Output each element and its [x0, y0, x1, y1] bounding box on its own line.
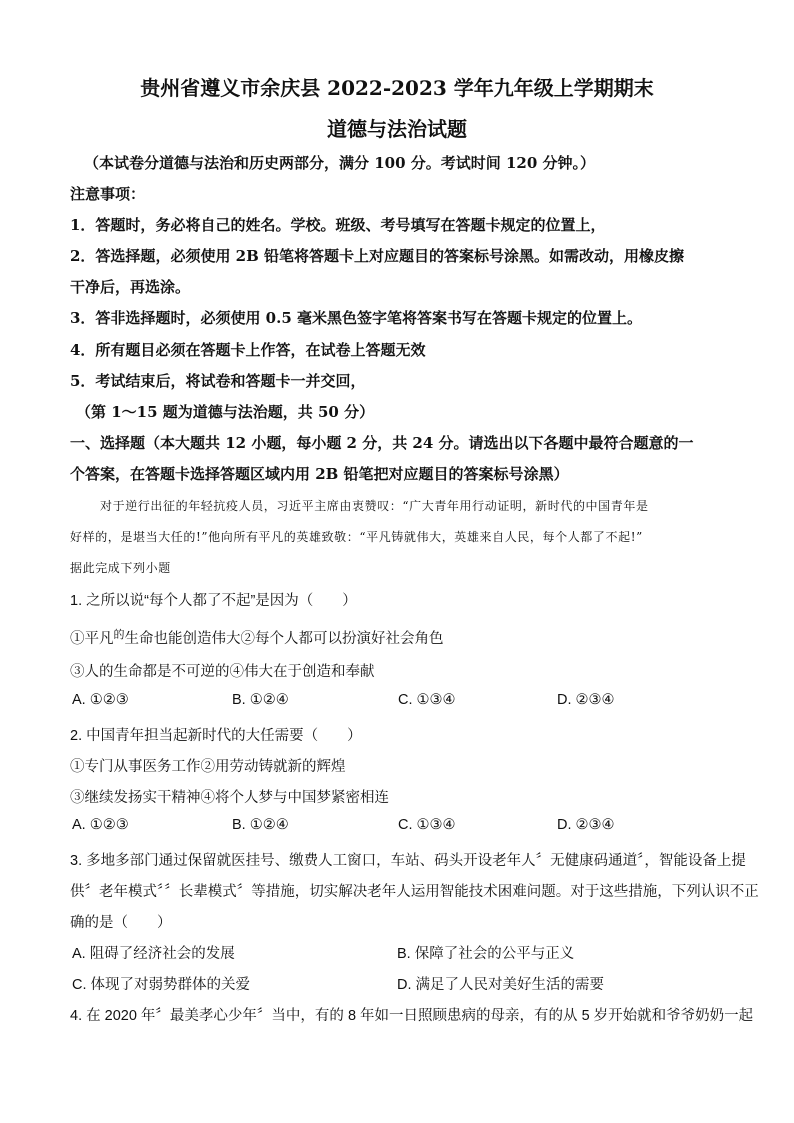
exam-note-subtitle: （本试卷分道德与法治和历史两部分，满分 100 分。考试时间 120 分钟。）	[84, 154, 596, 172]
material-text: 对于逆行出征的年轻抗疫人员，习近平主席由衷赞叹：“广大青年用行动证明，新时代的中国青年是	[100, 499, 649, 513]
notice-item-1: 1．答题时，务必将自己的姓名。学校。班级、考号填写在答题卡规定的位置上，	[70, 216, 606, 234]
question-3-option-d[interactable]: D. 满足了人民对美好生活的需要	[397, 977, 605, 993]
statement-text: 生命也能创造伟大②每个人都可以扮演好社会角色	[124, 631, 444, 647]
notice-item-3: 3．答非选择题时，必须使用 0.5 毫米黑色签字笔将答案书写在答题卡规定的位置上。	[70, 309, 642, 327]
question-2-statements-a: ①专门从事医务工作②用劳动铸就新的辉煌	[70, 759, 346, 775]
question-2-statements-b: ③继续发扬实干精神④将个人梦与中国梦紧密相连	[70, 790, 389, 806]
exam-title: 贵州省遵义市余庆县 2022-2023 学年九年级上学期期末	[140, 76, 654, 100]
statement-sup: 的	[113, 629, 125, 641]
notice-item-2-cont: 干净后，再选涂。	[70, 278, 191, 296]
question-1-option-c[interactable]: C. ①③④	[398, 692, 456, 708]
section-range: （第 1～15 题为道德与法治题，共 50 分）	[76, 403, 375, 421]
material-text-cont: 好样的，是堪当大任的!”他向所有平凡的英雄致敬：“平凡铸就伟大，英雄来自人民，每个人都了不起!”	[70, 530, 643, 544]
notice-item-4: 4．所有题目必须在答题卡上作答，在试卷上答题无效	[70, 341, 426, 359]
notice-item-2: 2．答选择题，必须使用 2B 铅笔将答题卡上对应题目的答案标号涂黑。如需改动，用橡皮擦	[70, 247, 685, 265]
notice-item-5: 5．考试结束后，将试卷和答题卡一并交回，	[70, 372, 366, 390]
question-3-stem: 3. 多地多部门通过保留就医挂号、缴费人工窗口，车站、码头开设老年人〞无健康码通道〞，智能设备上提	[70, 853, 746, 869]
question-2-option-c[interactable]: C. ①③④	[398, 817, 456, 833]
notice-heading: 注意事项：	[70, 185, 146, 203]
section-heading-cont: 个答案，在答题卡选择答题区域内用 2B 铅笔把对应题目的答案标号涂黑）	[70, 465, 569, 483]
question-1-option-d[interactable]: D. ②③④	[557, 692, 615, 708]
question-2-stem: 2. 中国青年担当起新时代的大任需要（ ）	[70, 728, 362, 744]
exam-subject-title: 道德与法治试题	[327, 117, 467, 141]
question-2-option-d[interactable]: D. ②③④	[557, 817, 615, 833]
statement-text: ①平凡	[70, 631, 114, 647]
question-3-option-a[interactable]: A. 阻碍了经济社会的发展	[72, 946, 235, 962]
material-instruction: 据此完成下列小题	[70, 561, 171, 575]
question-2-option-b[interactable]: B. ①②④	[232, 817, 289, 833]
question-3-option-b[interactable]: B. 保障了社会的公平与正义	[397, 946, 575, 962]
question-4-stem: 4. 在 2020 年〞最美孝心少年〞当中，有的 8 年如一日照顾患病的母亲，有的从 5 岁开始就和爷爷奶奶一起	[70, 1008, 754, 1024]
question-1-stem: 1. 之所以说“每个人都了不起”是因为（ ）	[70, 593, 357, 609]
question-1-option-a[interactable]: A. ①②③	[72, 692, 129, 708]
question-1-statements-a	[70, 627, 726, 648]
question-2-option-a[interactable]: A. ①②③	[72, 817, 129, 833]
question-3-stem-end: 确的是（ ）	[70, 915, 172, 931]
section-heading: 一、选择题（本大题共 12 小题，每小题 2 分，共 24 分。请选出以下各题中最符合题意的一	[70, 434, 694, 452]
question-1-statements-b: ③人的生命都是不可逆的④伟大在于创造和奉献	[70, 664, 375, 680]
question-1-option-b[interactable]: B. ①②④	[232, 692, 289, 708]
question-3-option-c[interactable]: C. 体现了对弱势群体的关爱	[72, 977, 251, 993]
question-3-stem-cont: 供〞老年模式〞〞长辈模式〞等措施，切实解决老年人运用智能技术困难问题。对于这些措施，下列认识不正	[70, 884, 759, 900]
